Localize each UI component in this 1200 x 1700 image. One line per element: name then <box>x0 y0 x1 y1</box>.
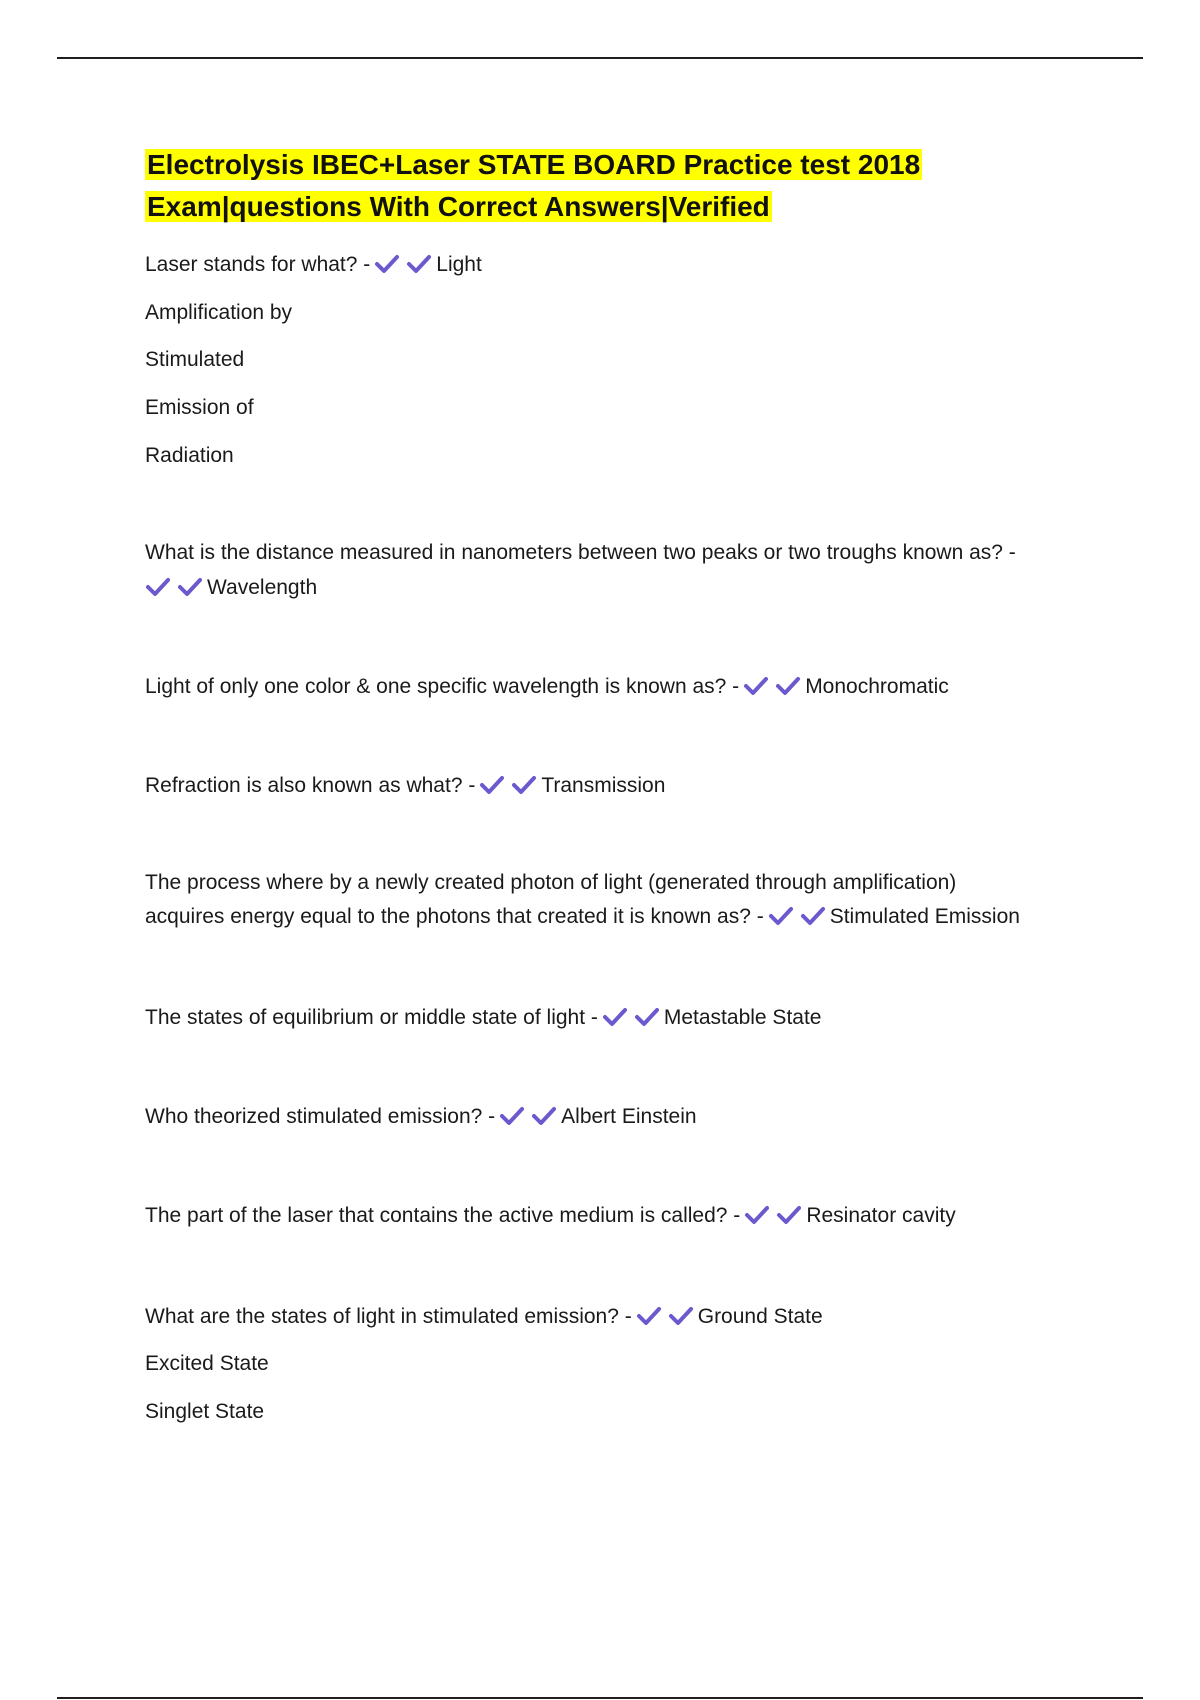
title-line-1: Electrolysis IBEC+Laser STATE BOARD Practice test 2018 <box>147 149 921 180</box>
checkmark-icon <box>374 253 400 275</box>
qa-item-1 <box>145 251 482 279</box>
question-text: Light of only one color & one specific wavelength is known as? - <box>145 675 740 698</box>
checkmark-icon <box>602 1006 628 1028</box>
answer-continuation: Excited State <box>145 1352 269 1375</box>
answer-text: Ground State <box>697 1305 823 1328</box>
answer-text: Light <box>436 253 482 276</box>
qa-item-5 <box>145 869 956 897</box>
checkmark-icon <box>511 774 537 796</box>
checkmark-icon <box>744 1204 770 1226</box>
checkmark-icon <box>531 1105 557 1127</box>
question-text: Refraction is also known as what? - <box>145 774 476 797</box>
answer-continuation: Singlet State <box>145 1400 265 1423</box>
qa-item-2-answer-line <box>145 574 317 602</box>
answer-text: Stimulated Emission <box>829 905 1020 928</box>
question-text: What are the states of light in stimulated emission? - <box>145 1305 632 1328</box>
qa-item-7 <box>145 1103 697 1131</box>
checkmark-icon <box>479 774 505 796</box>
top-rule <box>57 57 1143 59</box>
qa-item-8 <box>145 1202 956 1230</box>
answer-text: Wavelength <box>207 576 318 599</box>
answer-text: Resinator cavity <box>806 1204 956 1227</box>
checkmark-icon <box>177 576 203 598</box>
document-title <box>145 144 922 228</box>
answer-continuation: Stimulated <box>145 348 245 371</box>
checkmark-icon <box>406 253 432 275</box>
qa-item-6 <box>145 1004 821 1032</box>
checkmark-icon <box>768 905 794 927</box>
answer-continuation: Amplification by <box>145 301 293 324</box>
qa-item-4 <box>145 772 665 800</box>
question-text: The part of the laser that contains the active medium is called? - <box>145 1204 741 1227</box>
question-text: Laser stands for what? - <box>145 253 371 276</box>
checkmark-icon <box>775 675 801 697</box>
checkmark-icon <box>743 675 769 697</box>
checkmark-icon <box>145 576 171 598</box>
checkmark-icon <box>634 1006 660 1028</box>
checkmark-icon <box>668 1305 694 1327</box>
title-line-2: Exam|questions With Correct Answers|Verified <box>147 191 770 222</box>
answer-continuation: Radiation <box>145 444 234 467</box>
answer-text: Albert Einstein <box>561 1105 697 1128</box>
answer-text: Metastable State <box>663 1006 822 1029</box>
checkmark-icon <box>800 905 826 927</box>
qa-item-5-line-2 <box>145 903 1020 931</box>
answer-continuation: Emission of <box>145 396 254 419</box>
question-text: The states of equilibrium or middle state of light - <box>145 1006 598 1029</box>
answer-text: Transmission <box>541 774 666 797</box>
question-text: acquires energy equal to the photons that created it is known as? - <box>145 905 764 928</box>
qa-item-9 <box>145 1303 823 1331</box>
question-text: Who theorized stimulated emission? - <box>145 1105 496 1128</box>
checkmark-icon <box>636 1305 662 1327</box>
bottom-rule <box>57 1697 1143 1699</box>
qa-item-2 <box>145 539 1016 567</box>
question-text: What is the distance measured in nanometers between two peaks or two troughs known as? - <box>145 541 1016 564</box>
answer-text: Monochromatic <box>805 675 949 698</box>
checkmark-icon <box>776 1204 802 1226</box>
qa-item-3 <box>145 673 949 701</box>
checkmark-icon <box>499 1105 525 1127</box>
question-text: The process where by a newly created photon of light (generated through amplification) <box>145 871 957 894</box>
